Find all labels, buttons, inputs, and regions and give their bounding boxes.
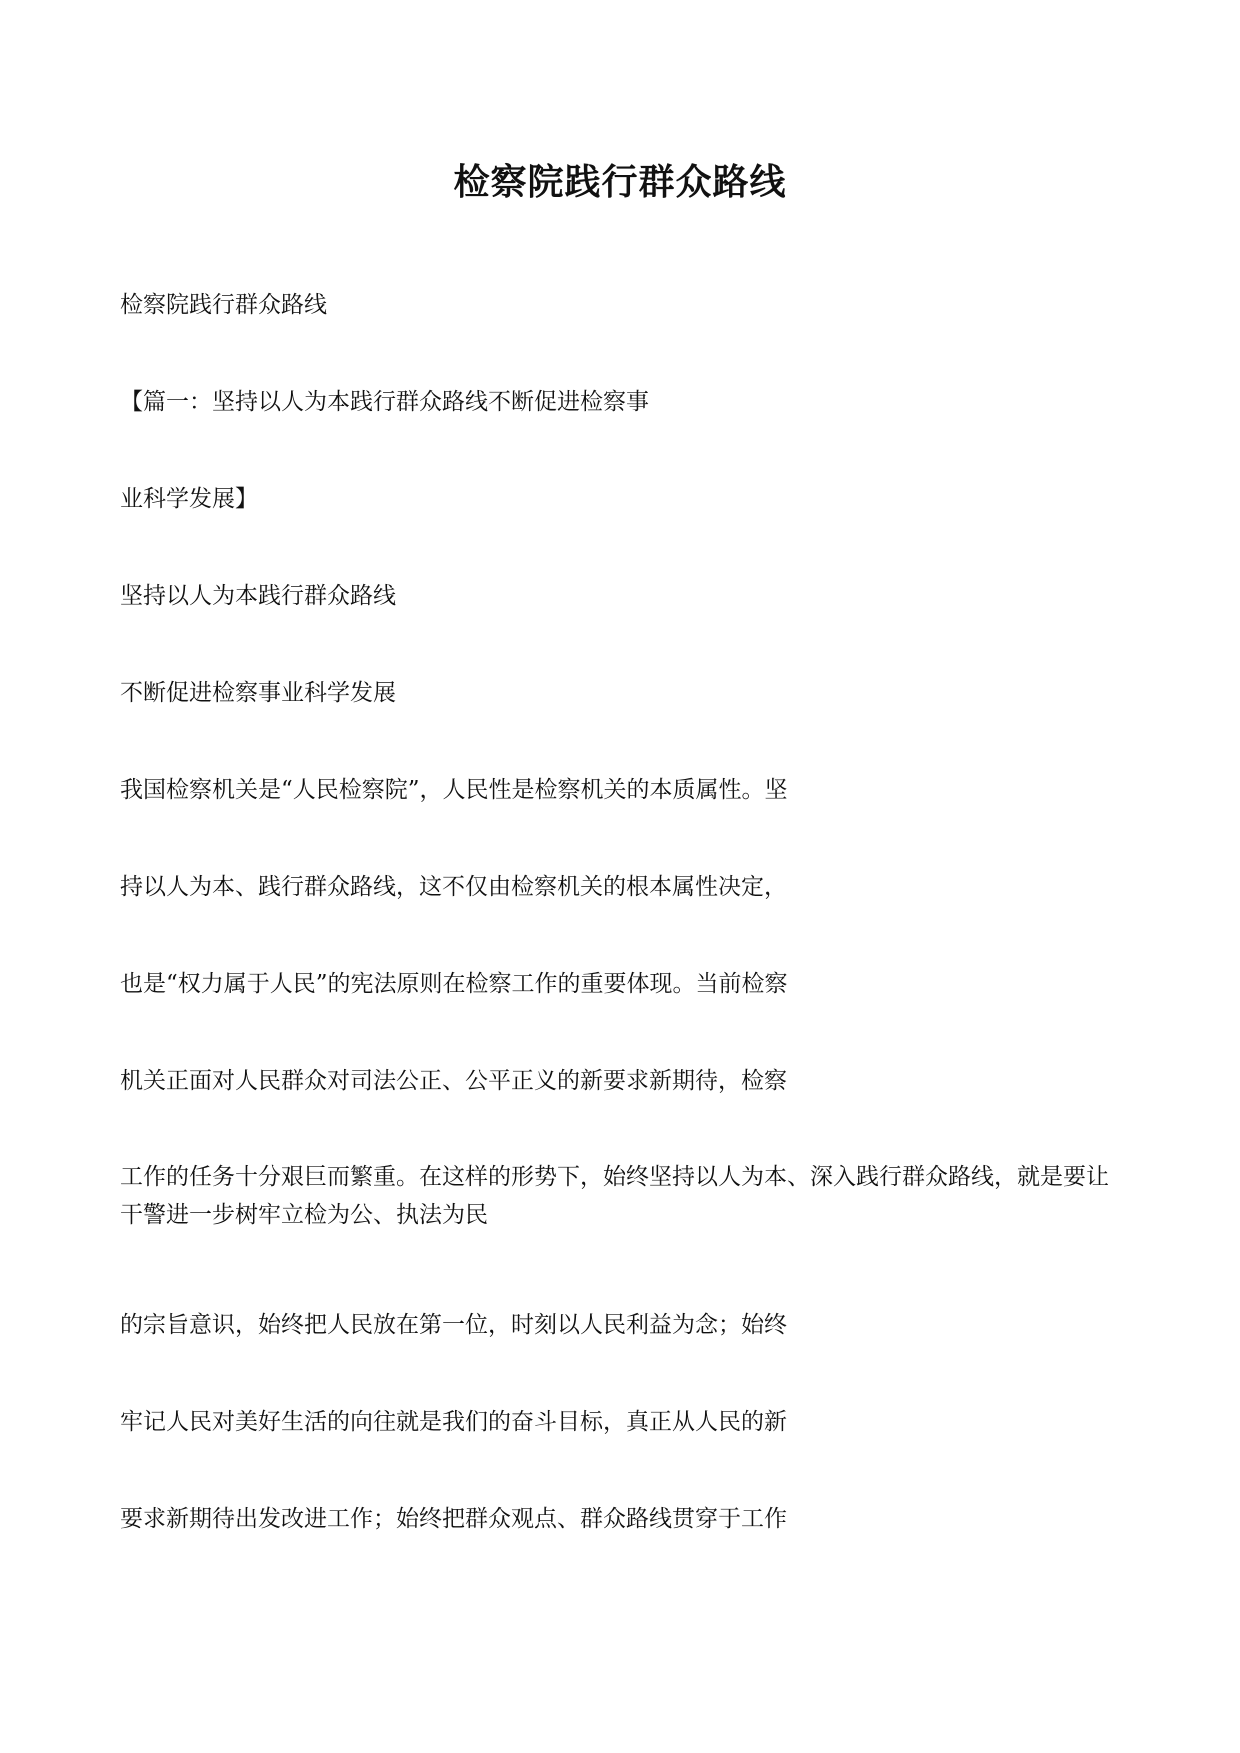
document-title: 检察院践行群众路线: [453, 161, 787, 203]
text-line: 也是“权力属于人民”的宪法原则在检察工作的重要体现。当前检察: [120, 971, 788, 997]
text-line: 要求新期待出发改进工作；始终把群众观点、群众路线贯穿于工作: [120, 1506, 787, 1532]
text-line: 业科学发展】: [120, 486, 258, 512]
text-line: 检察院践行群众路线: [120, 292, 327, 318]
text-line: 不断促进检察事业科学发展: [120, 680, 396, 706]
text-line: 牢记人民对美好生活的向往就是我们的奋斗目标，真正从人民的新: [120, 1409, 787, 1435]
text-paragraph-wrapped: 工作的任务十分艰巨而繁重。在这样的形势下，始终坚持以人为本、深入践行群众路线，就是要让干警进一步树牢立检为公、执法为民: [120, 1164, 1109, 1228]
text-line: 机关正面对人民群众对司法公正、公平正义的新要求新期待，检察: [120, 1068, 787, 1094]
text-line: 的宗旨意识，始终把人民放在第一位，时刻以人民利益为念；始终: [120, 1312, 787, 1338]
text-line: 【篇一：坚持以人为本践行群众路线不断促进检察事: [120, 389, 649, 415]
text-line: 坚持以人为本践行群众路线: [120, 583, 396, 609]
text-line: 持以人为本、践行群众路线，这不仅由检察机关的根本属性决定，: [120, 874, 787, 900]
text-line: 我国检察机关是“人民检察院”，人民性是检察机关的本质属性。坚: [120, 777, 788, 803]
